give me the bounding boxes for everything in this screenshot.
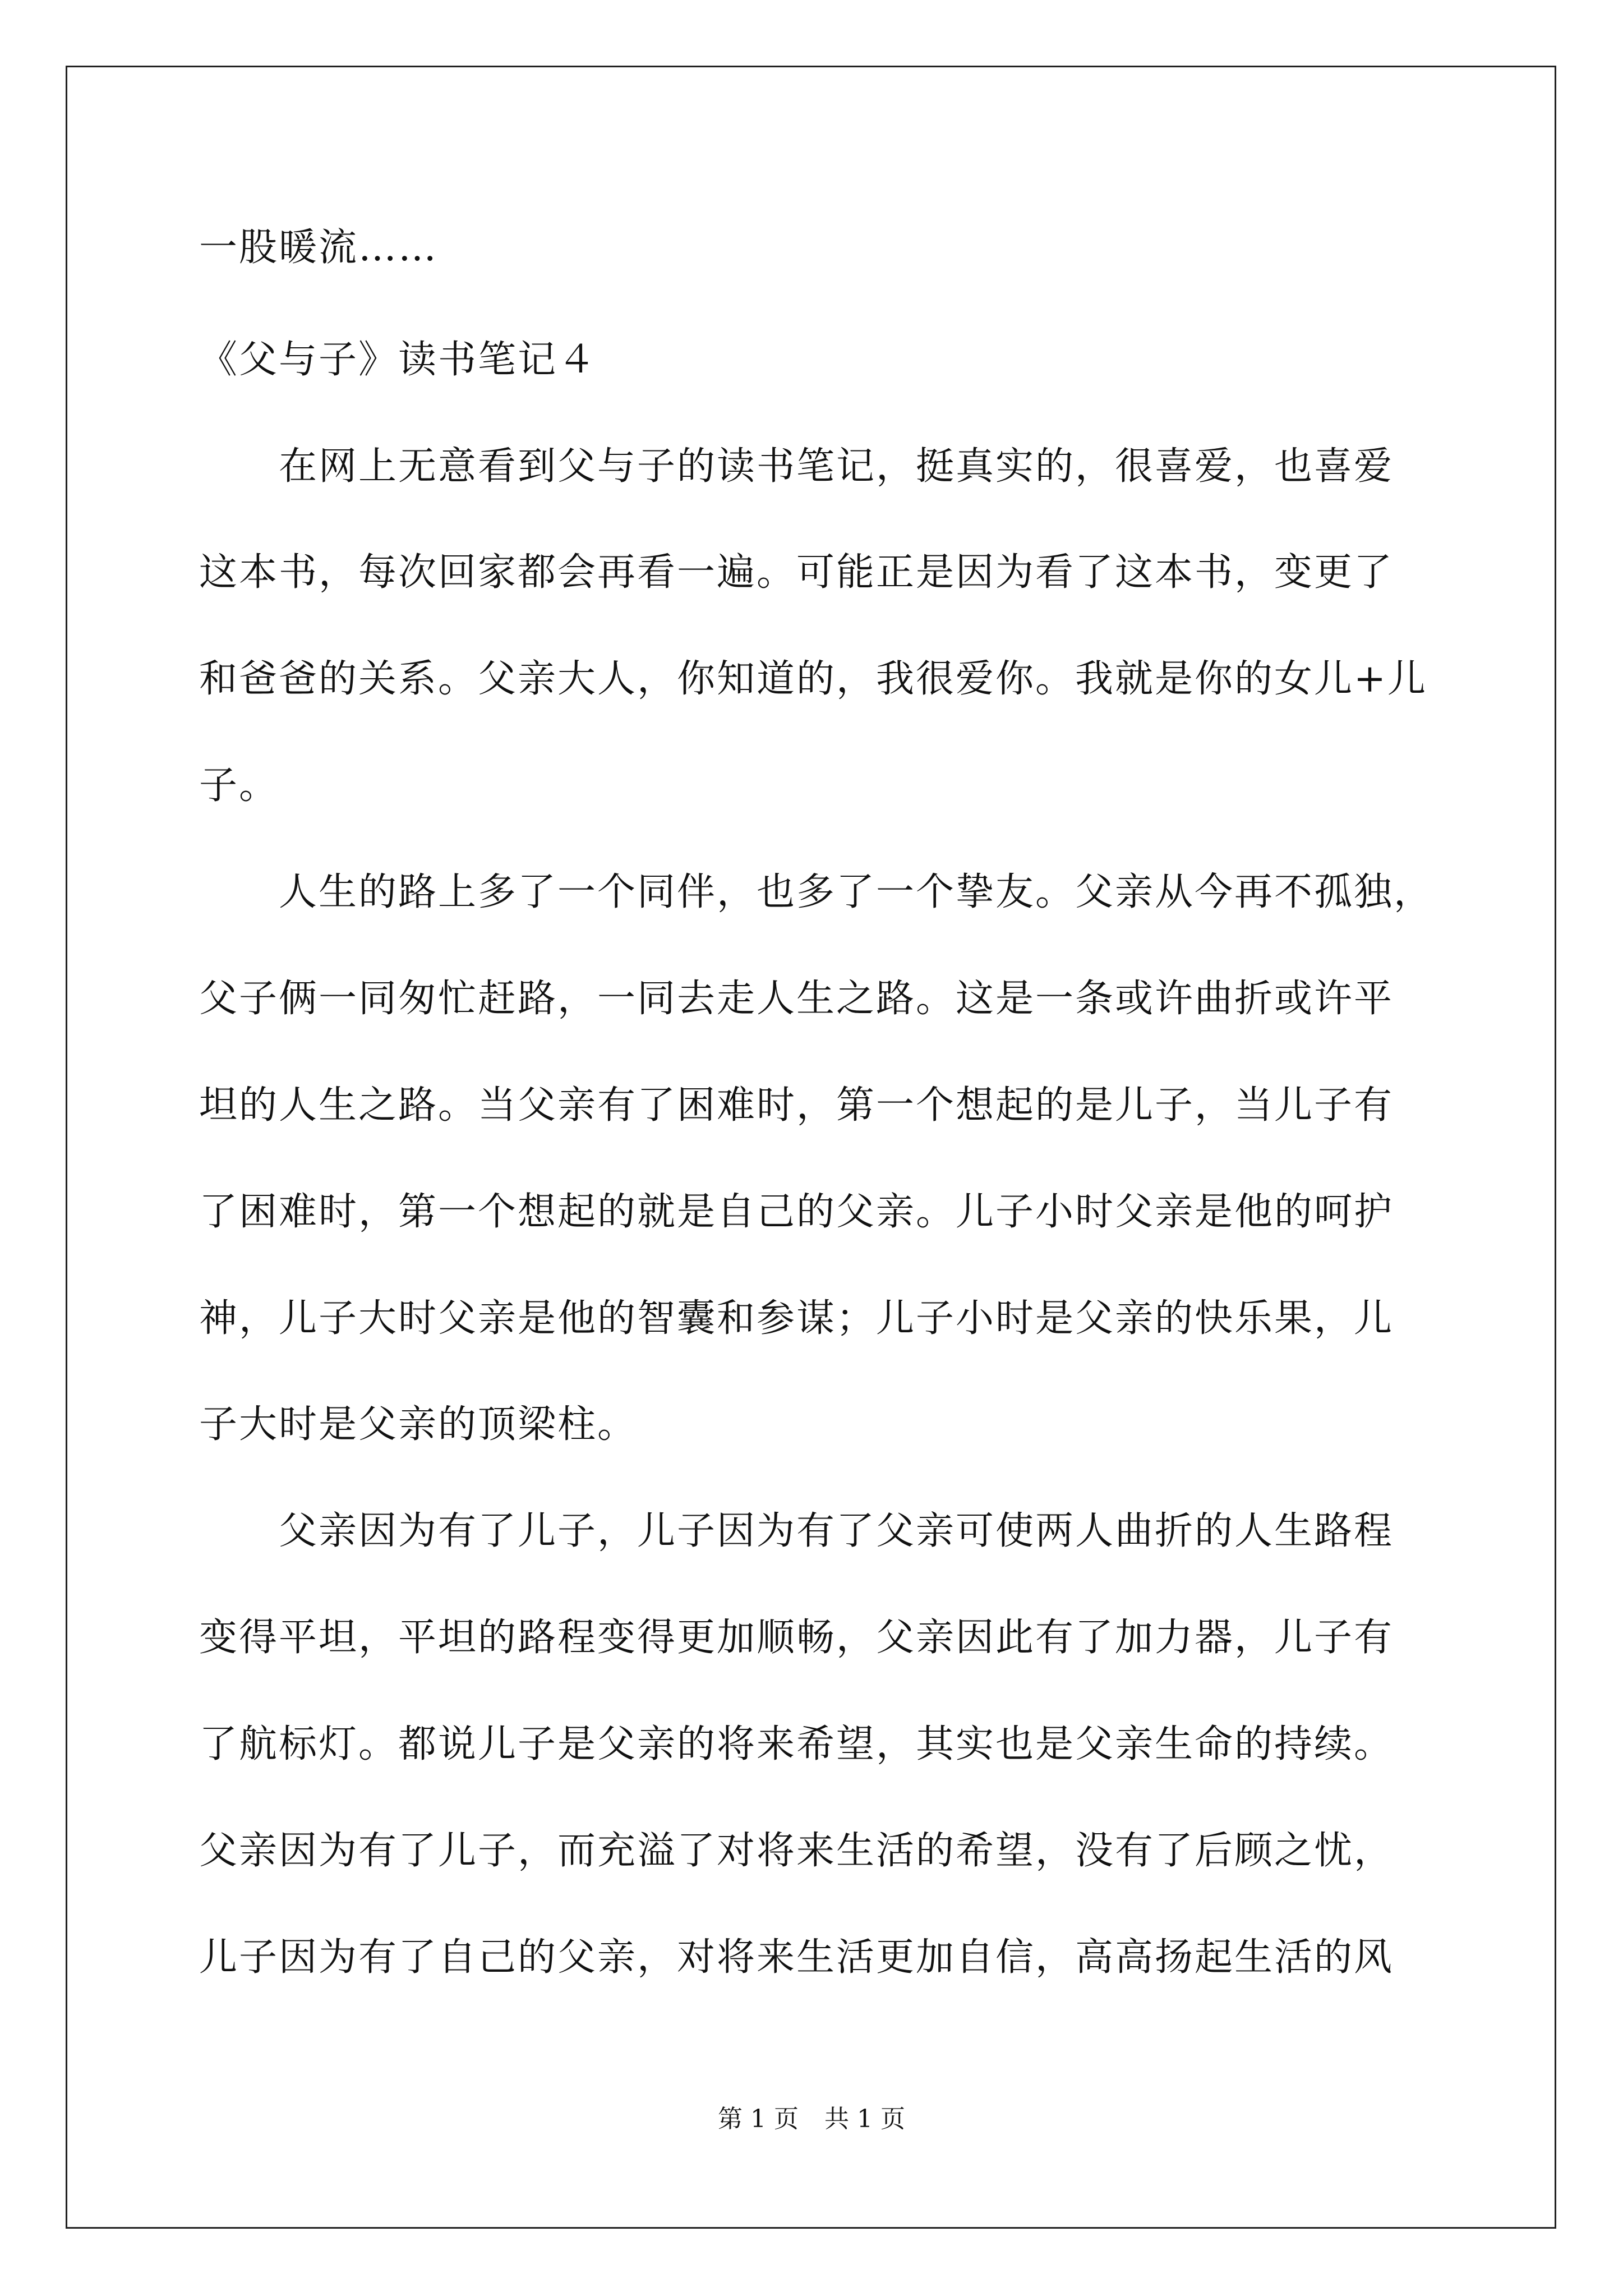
text-line: 父亲因为有了儿子，儿子因为有了父亲可使两人曲折的人生路程 (199, 1509, 1394, 1553)
text-line: 子。 (199, 763, 279, 808)
text-line: 变得平坦，平坦的路程变得更加顺畅，父亲因此有了加力器，儿子有 (199, 1616, 1394, 1660)
text-line: 这本书，每次回家都会再看一遍。可能正是因为看了这本书，变更了 (199, 550, 1394, 595)
text-line: 儿子因为有了自己的父亲，对将来生活更加自信，高高扬起生活的风 (199, 1935, 1394, 1980)
text-line: 父亲因为有了儿子，而充溢了对将来生活的希望，没有了后顾之忧， (199, 1829, 1394, 1873)
text-line: 子大时是父亲的顶梁柱。 (199, 1402, 638, 1447)
text-line: 人生的路上多了一个同伴，也多了一个挚友。父亲从今再不孤独， (199, 870, 1434, 914)
text-line: 了航标灯。都说儿子是父亲的将来希望，其实也是父亲生命的持续。 (199, 1722, 1394, 1766)
text-line: 神，儿子大时父亲是他的智囊和参谋；儿子小时是父亲的快乐果，儿 (199, 1296, 1394, 1341)
text-line: 了困难时，第一个想起的就是自己的父亲。儿子小时父亲是他的呵护 (199, 1190, 1394, 1234)
page-total: 共 1 页 (824, 2105, 905, 2133)
text-line: 在网上无意看到父与子的读书笔记，挺真实的，很喜爱，也喜爱 (199, 444, 1394, 489)
text-line: 父子俩一同匆忙赶路，一同去走人生之路。这是一条或许曲折或许平 (199, 977, 1394, 1021)
section-heading: 《父与子》读书笔记４ (199, 338, 598, 382)
text-line: 坦的人生之路。当父亲有了困难时，第一个想起的是儿子，当儿子有 (199, 1083, 1394, 1128)
page-footer (0, 2104, 1623, 2135)
text-line: 和爸爸的关系。父亲大人，你知道的，我很爱你。我就是你的女儿+儿 (199, 657, 1427, 701)
page-number: 第 1 页 (718, 2105, 799, 2133)
text-line: 一股暖流…… (199, 226, 439, 270)
page-frame (66, 66, 1556, 2229)
